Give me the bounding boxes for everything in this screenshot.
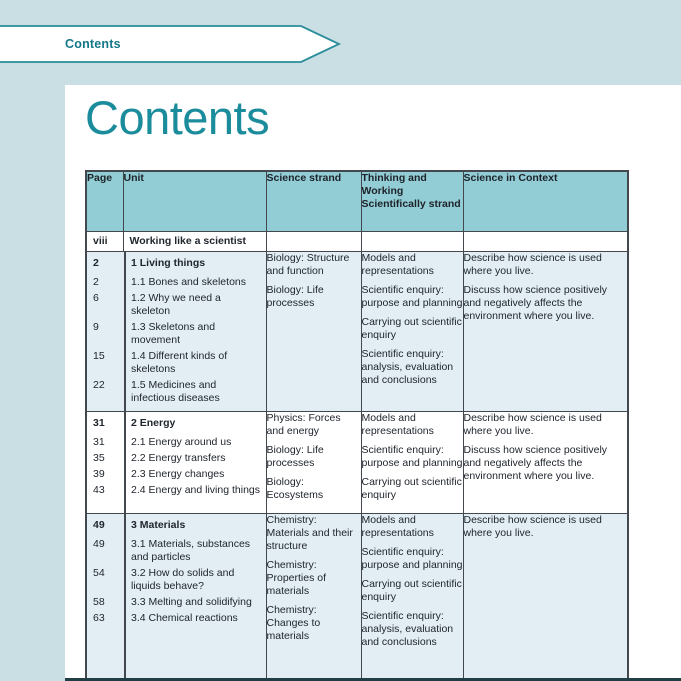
page-unit-cell [86,513,266,681]
context-cell [463,513,628,681]
page-number: 35 [93,451,105,464]
page-number: 31 [93,435,105,448]
banner-arrow-shape [0,25,342,63]
page-title: Contents [85,91,270,144]
page [65,85,681,681]
unit-item: 1.3 Skeletons and movement [131,320,216,346]
unit-item: 1.2 Why we need a skeleton [131,291,221,317]
context-item: Describe how science is used where you live. [463,251,602,277]
unit-row-energy [86,411,628,513]
tws-item: Carrying out scientific enquiry [361,577,462,603]
intro-tws-cell [361,231,463,251]
unit-title: 1 Living things [131,256,206,269]
tws-item: Scientific enquiry: purpose and planning [361,283,463,309]
science-strand-cell [266,513,361,681]
context-cell [463,411,628,513]
tws-item: Scientific enquiry: purpose and planning [361,545,463,571]
unit-item: 1.4 Different kinds of skeletons [131,349,228,375]
unit-row-materials [86,513,628,681]
page-number: 15 [93,349,105,362]
strand-item: Chemistry: Properties of materials [266,558,327,597]
page-number: 39 [93,467,105,480]
page-number: 58 [93,595,105,608]
science-strand-cell [266,251,361,411]
strand-item: Chemistry: Materials and their structure [266,513,353,552]
page-number: 6 [93,291,99,304]
science-strand-cell [266,411,361,513]
unit-item: 2.4 Energy and living things [131,483,260,496]
tws-item: Models and representations [361,251,434,277]
page-unit-cell [86,251,266,411]
unit-item: 3.2 How do solids and liquids behave? [131,566,235,592]
unit-title: 2 Energy [131,416,176,429]
col-header-unit: Unit [123,171,266,231]
context-cell [463,251,628,411]
page-number: 63 [93,611,105,624]
tws-item: Carrying out scientific enquiry [361,315,462,341]
unit-item: 2.2 Energy transfers [131,451,226,464]
unit-item: 3.3 Melting and solidifying [131,595,252,608]
context-item: Describe how science is used where you live. [463,513,602,539]
tws-item: Scientific enquiry: purpose and planning [361,443,463,469]
page-number: 43 [93,483,105,496]
tws-cell [361,513,463,681]
strand-item: Biology: Life processes [266,443,324,469]
col-header-tws-strand: Thinking and Working Scientifically strand [361,171,463,231]
intro-context-cell [463,231,628,251]
banner-label: Contents [65,37,121,51]
tws-item: Carrying out scientific enquiry [361,475,462,501]
unit-page-number: 49 [93,518,105,531]
unit-item: 3.1 Materials, substances and particles [131,537,251,563]
page-number: 9 [93,320,99,333]
unit-item: 1.1 Bones and skeletons [131,275,246,288]
unit-page-number: 31 [93,416,105,429]
strand-item: Chemistry: Changes to materials [266,603,321,642]
col-header-page: Page [86,171,123,231]
intro-science-strand-cell [266,231,361,251]
unit-item: 3.4 Chemical reactions [131,611,238,624]
unit-item: 2.3 Energy changes [131,467,225,480]
context-item: Discuss how science positively and negatively affects the environment where you live. [463,443,608,482]
intro-page-number: viii [86,231,123,251]
strand-item: Biology: Structure and function [266,251,350,277]
page-number: 49 [93,537,105,550]
tws-cell [361,251,463,411]
page-unit-cell [86,411,266,513]
col-header-science-in-context: Science in Context [463,171,628,231]
page-number: 54 [93,566,105,579]
strand-item: Physics: Forces and energy [266,411,341,437]
context-item: Discuss how science positively and negatively affects the environment where you live. [463,283,608,322]
unit-row-living-things [86,251,628,411]
intro-unit-label: Working like a scientist [123,231,266,251]
tws-item: Models and representations [361,513,434,539]
strand-item: Biology: Ecosystems [266,475,324,501]
unit-item: 2.1 Energy around us [131,435,232,448]
context-item: Describe how science is used where you live. [463,411,602,437]
page-unit-grid [87,252,266,405]
page-unit-grid [87,514,266,625]
chapter-banner [0,25,340,63]
tws-item: Scientific enquiry: analysis, evaluation and conclusions [361,609,454,648]
page-number: 2 [93,275,99,288]
tws-cell [361,411,463,513]
tws-item: Models and representations [361,411,434,437]
unit-item: 1.5 Medicines and infectious diseases [131,378,220,404]
contents-table [85,170,629,681]
page-unit-grid [87,412,266,497]
tws-item: Scientific enquiry: analysis, evaluation and conclusions [361,347,454,386]
intro-row [86,231,628,251]
unit-page-number: 2 [93,256,99,269]
table-header-row [86,171,628,231]
col-header-science-strand: Science strand [266,171,361,231]
unit-title: 3 Materials [131,518,186,531]
strand-item: Biology: Life processes [266,283,324,309]
page-number: 22 [93,378,105,391]
